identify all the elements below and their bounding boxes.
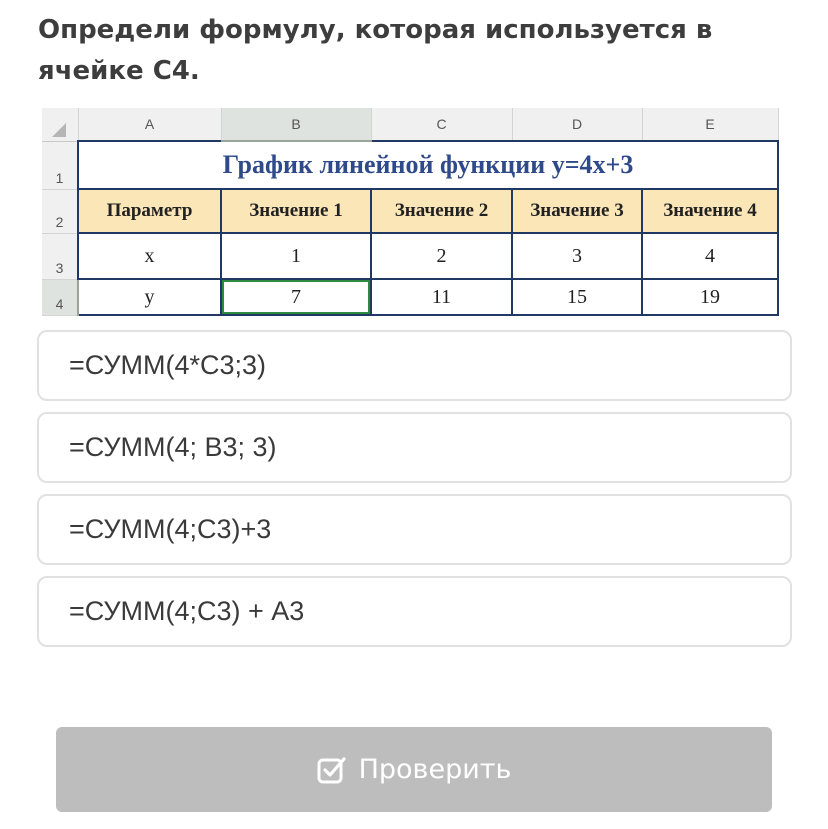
cell-a4: y (78, 279, 221, 315)
answer-option-4[interactable]: =СУММ(4;С3) + А3 (37, 576, 792, 647)
cell-e4: 19 (642, 279, 778, 315)
row-header-2: 2 (42, 189, 78, 233)
sheet-title-cell: График линейной функции y=4x+3 (78, 141, 778, 189)
row-header-4: 4 (42, 279, 78, 315)
check-button[interactable] (56, 727, 772, 812)
select-all-corner (42, 108, 78, 141)
answer-option-1[interactable]: =СУММ(4*С3;3) (37, 330, 792, 401)
answer-options (37, 330, 792, 658)
header-cell-b2: Значение 1 (221, 189, 371, 233)
cell-d3: 3 (512, 233, 642, 279)
spreadsheet-image (42, 108, 784, 313)
column-header-a: A (78, 108, 221, 141)
row-header-1: 1 (42, 141, 78, 189)
checkbox-check-icon (317, 756, 347, 784)
answer-option-2[interactable]: =СУММ(4; В3; 3) (37, 412, 792, 483)
cell-a3: x (78, 233, 221, 279)
column-header-e: E (642, 108, 778, 141)
cell-c3: 2 (371, 233, 512, 279)
cell-c4: 11 (371, 279, 512, 315)
column-header-b: B (221, 108, 371, 141)
header-cell-e2: Значение 4 (642, 189, 778, 233)
column-header-c: C (371, 108, 512, 141)
row-header-3: 3 (42, 233, 78, 279)
header-cell-a2: Параметр (78, 189, 221, 233)
cell-e3: 4 (642, 233, 778, 279)
header-cell-d2: Значение 3 (512, 189, 642, 233)
column-header-d: D (512, 108, 642, 141)
question-text: Определи формулу, которая используется в ячейке С4. (38, 15, 713, 86)
header-cell-c2: Значение 2 (371, 189, 512, 233)
cell-b3: 1 (221, 233, 371, 279)
cell-b4: 7 (221, 279, 371, 315)
answer-option-3[interactable]: =СУММ(4;С3)+3 (37, 494, 792, 565)
check-button-label: Проверить (358, 754, 512, 785)
cell-d4: 15 (512, 279, 642, 315)
